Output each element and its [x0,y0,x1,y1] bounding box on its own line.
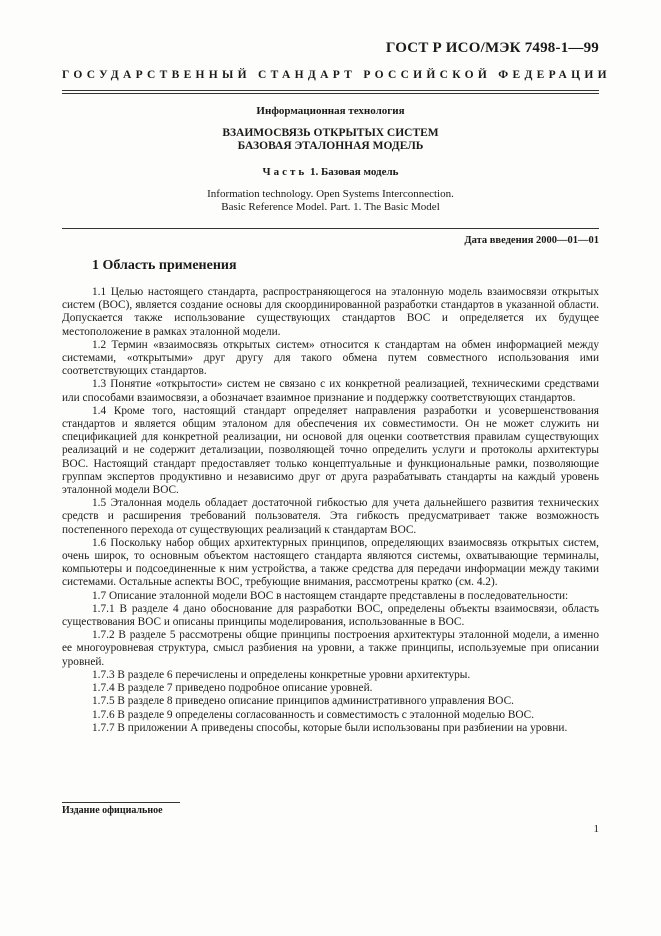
section-title: 1 Область применения [92,258,237,273]
main-title-line-2: БАЗОВАЯ ЭТАЛОННАЯ МОДЕЛЬ [237,140,424,152]
page-number: 1 [593,823,599,835]
header-rule-bottom [62,93,599,94]
paragraph: 1.6 Поскольку набор общих архитектурных принципов, определяющих взаимосвязь открытых систем, очень широк, то основным объектом настоящего стандарта являются системы, охватывающие терминалы, компьютеры и подсоединенные к ним устройства, а также средства для передачи информации между такими системами. Остальные аспекты ВОС, требующие внимания, рассмотрены кратко (см. 4.2). [62,536,599,589]
paragraph: 1.7.3 В разделе 6 перечислены и определены конкретные уровни архитектуры. [92,668,471,681]
title-rule [62,228,599,229]
it-title: Информационная технология [256,105,405,117]
section-body [62,286,599,735]
paragraph: 1.7.7 В приложении А приведены способы, которые были использованы при разбиении на уровни. [92,721,568,734]
paragraph: 1.5 Эталонная модель обладает достаточной гибкостью для учета дальнейшего развития технических средств и расширения требований пользователя. Эта гибкость предусматривает также возможность постепенного перехода от существующих реализаций к стандартам ВОС. [62,497,599,536]
effective-date: Дата введения 2000—01—01 [464,235,599,246]
part-title [62,166,599,178]
document-id: ГОСТ Р ИСО/МЭК 7498-1—99 [385,40,599,56]
edition-rule [62,802,180,803]
paragraph: 1.7.2 В разделе 5 рассмотрены общие принципы построения архитектуры эталонной модели, а именно ее многоуровневая структура, смысл разбиения на уровни, а также принципы, используемые при описании уровней. [62,629,599,668]
paragraph: 1.7.6 В разделе 9 определены согласованность и совместимость с эталонной моделью ВОС. [92,708,535,721]
paragraph: 1.3 Понятие «открытости» систем не связано с их конкретной реализацией, техническими средствами или способами взаимосвязи, а обозначает взаимное признание и поддержку соответствующих стандартов. [62,378,599,404]
paragraph: 1.7.5 В разделе 8 приведено описание принципов административного управления ВОС. [92,695,514,708]
paragraph: 1.2 Термин «взаимосвязь открытых систем» относится к стандартам на обмен информацией между системами, «открытыми» друг другу для такого обмена путем совместного использования ими соответствующих стандартов. [62,338,599,378]
english-title-line-2: Basic Reference Model. Part. 1. The Basic Model [221,201,440,213]
part-label: Часть [262,166,308,178]
paragraph: 1.7.4 В разделе 7 приведено подробное описание уровней. [92,682,373,695]
part-text: 1. Базовая модель [309,166,399,178]
english-title-line-1: Information technology. Open Systems Interconnection. [207,188,454,200]
header-rule-top [62,90,599,91]
main-title [62,127,599,153]
english-title [62,188,599,214]
main-title-line-1: ВЗАИМОСВЯЗЬ ОТКРЫТЫХ СИСТЕМ [222,127,439,139]
edition-note: Издание официальное [62,805,163,816]
state-standard-header: ГОСУДАРСТВЕННЫЙ СТАНДАРТ РОССИЙСКОЙ ФЕДЕРАЦИИ [62,69,611,81]
paragraph: 1.7 Описание эталонной модели ВОС в настоящем стандарте представлены в последовательности: [92,589,569,602]
paragraph: 1.1 Целью настоящего стандарта, распространяющегося на эталонную модель взаимосвязи открытых систем (ВОС), является создание основы для скоординированной разработки стандартов в указанной области. Допускается также использование существующих стандартов ВОС и определяется их будущее местоположение в рамках эталонной модели. [62,286,599,338]
paragraph: 1.7.1 В разделе 4 дано обоснование для разработки ВОС, определены объекты взаимосвязи, область существования ВОС и описаны принципы моделирования, использованные в ВОС. [62,602,599,629]
paragraph: 1.4 Кроме того, настоящий стандарт определяет направления разработки и усовершенствования стандартов и является общим эталоном для обеспечения их совместимости. Он не может служить ни спецификацией для конкретной реализации, ни основой для оценки соответствия правилам существующих реализаций и не содержит детализации, позволяющей точно определить услуги и протоколы архитектуры ВОС. Настоящий стандарт предоставляет только концептуальные и функциональные рамки, позволяющие группам экспертов продуктивно и независимо друг от друга разрабатывать стандарты на каждый уровень эталонной модели ВОС. [62,404,599,497]
